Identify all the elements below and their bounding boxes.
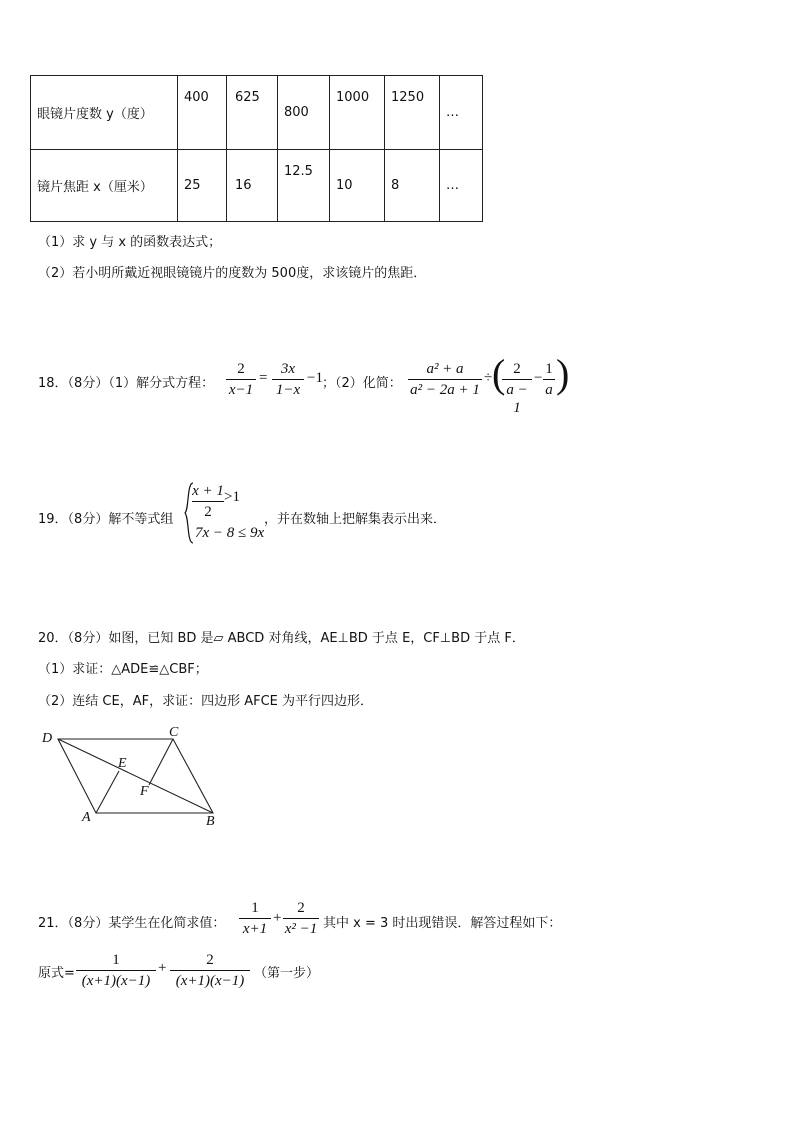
q18-mid: ；（2）化简： [322, 376, 402, 391]
q19-ineq2: 7x − 8 ≤ 9x [195, 525, 265, 541]
q18-frac-lhs: 2 x−1 [226, 360, 256, 399]
table-cell: … [440, 150, 483, 222]
segment-cf [149, 739, 173, 785]
q18-div: ÷ [484, 370, 493, 386]
parallelogram-figure [38, 722, 228, 832]
segment-ae [96, 771, 119, 813]
q20-part2: （2）连结 CE，AF，求证：四边形 AFCE 为平行四边形． [38, 694, 373, 709]
table-header-focal: 镜片焦距 x（厘米） [31, 150, 178, 222]
table-cell: … [440, 76, 483, 150]
q18-eq-tail: −1 [307, 370, 323, 386]
q21-frac1: 1 x+1 [239, 899, 271, 938]
table-header-degree: 眼镜片度数 y（度） [31, 76, 178, 150]
label-b: B [206, 814, 215, 829]
q21-prefix: 21．（8分）某学生在化简求值： [38, 916, 226, 931]
table-cell: 800 [278, 76, 330, 150]
q21-plus2: + [158, 960, 167, 976]
q17-part1: （1）求 y 与 x 的函数表达式； [38, 235, 222, 250]
table-row [31, 150, 483, 222]
q19-prefix: 19．（8分）解不等式组 [38, 512, 174, 527]
q21-suffix: 其中 x = 3 时出现错误．解答过程如下： [323, 916, 562, 931]
q21-step: （第一步） [254, 966, 320, 981]
q21-frac2: 2 x² −1 [284, 900, 318, 937]
table-cell: 1250 [385, 76, 440, 150]
table-cell: 1000 [330, 76, 385, 150]
table-cell: 16 [227, 150, 278, 222]
q21-line2-prefix: 原式= [38, 966, 75, 981]
label-c: C [169, 725, 179, 740]
label-d: D [42, 731, 53, 746]
label-f: F [140, 784, 149, 799]
q18-frac-rhs: 3x 1−x [272, 360, 304, 399]
table-cell: 625 [227, 76, 278, 150]
q20-stem: 20．（8分）如图，已知 BD 是▱ ABCD 对角线，AE⊥BD 于点 E，CF⊥BD 于点 F． [38, 631, 525, 646]
q18-paren-right: ) [556, 351, 570, 396]
diagonal-bd [58, 739, 213, 813]
q21-frac3: 1 (x+1)(x−1) [76, 951, 156, 990]
table-cell: 400 [178, 76, 227, 150]
table-row [31, 76, 483, 150]
table-cell: 12.5 [278, 150, 330, 222]
q20-part1: （1）求证：△ADE≌△CBF； [38, 662, 208, 677]
q19-suffix: ，并在数轴上把解集表示出来． [264, 512, 447, 527]
q21-plus: + [273, 910, 282, 926]
table-cell: 10 [330, 150, 385, 222]
q18-frac-simplify: a² + a a² − 2a + 1 [408, 360, 482, 399]
table-cell: 8 [385, 150, 440, 222]
q17-part2: （2）若小明所戴近视眼镜镜片的度数为 500度，求该镜片的焦距． [38, 266, 427, 281]
q18-paren-left: ( [492, 351, 506, 396]
q18-prefix: 18．（8分）（1）解分式方程： [38, 376, 215, 391]
q18-frac-p2: 1 a [543, 360, 555, 399]
q19-ineq1-rel: >1 [224, 489, 240, 505]
data-table [30, 75, 483, 222]
label-e: E [118, 756, 127, 771]
q18-frac-p1: 2 a − 1 [502, 360, 532, 417]
q18-eq-sign: = [259, 370, 268, 386]
q19-ineq1-frac: x + 1 2 [192, 483, 224, 520]
table-cell: 25 [178, 150, 227, 222]
label-a: A [82, 810, 91, 825]
q18-minus: − [534, 370, 543, 386]
q21-frac4: 2 (x+1)(x−1) [170, 951, 250, 990]
